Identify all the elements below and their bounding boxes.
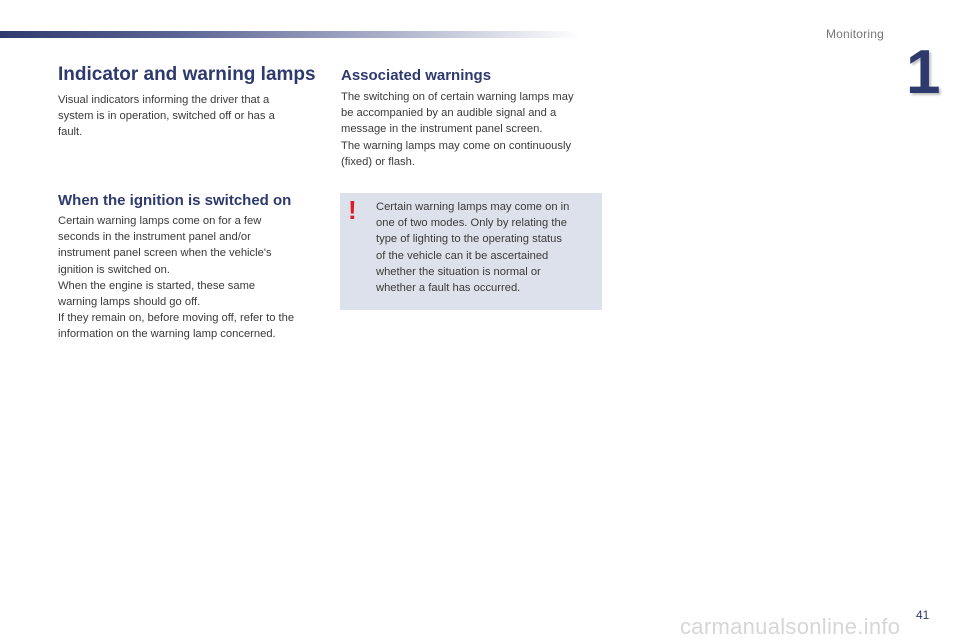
intro-paragraph xyxy=(58,92,328,141)
page-title: Indicator and warning lamps xyxy=(58,64,316,85)
associated-line: message in the instrument panel screen. xyxy=(341,123,543,136)
warning-line: whether the situation is normal or xyxy=(376,265,541,278)
section-label: Monitoring xyxy=(825,27,884,41)
ignition-line: ignition is switched on. xyxy=(58,263,170,276)
watermark: carmanualsonline.info xyxy=(680,614,901,639)
associated-line: (fixed) or flash. xyxy=(341,155,415,168)
warning-line: Certain warning lamps may come on in xyxy=(376,201,570,213)
ignition-line: warning lamps should go off. xyxy=(58,296,201,309)
ignition-heading: When the ignition is switched on xyxy=(58,192,292,209)
warning-note-box xyxy=(340,193,602,310)
intro-line: Visual indicators informing the driver that a xyxy=(58,94,270,106)
associated-warnings-heading: Associated warnings xyxy=(341,67,492,84)
ignition-line: instrument panel screen when the vehicle's xyxy=(58,247,272,260)
associated-line: The switching on of certain warning lamps may xyxy=(341,91,574,103)
chapter-number: 1 xyxy=(906,38,941,107)
ignition-line: Certain warning lamps come on for a few xyxy=(58,215,262,227)
warning-line: whether a fault has occurred. xyxy=(376,282,521,295)
exclamation-icon: ! xyxy=(348,195,357,225)
warning-line: of the vehicle can it be ascertained xyxy=(376,249,549,262)
header-gradient-bar xyxy=(0,31,580,38)
warning-line: one of two modes. Only by relating the xyxy=(376,217,567,230)
associated-line: The warning lamps may come on continuously xyxy=(341,139,572,152)
ignition-line: When the engine is started, these same xyxy=(58,279,256,292)
warning-note-text xyxy=(376,199,596,296)
ignition-paragraph xyxy=(58,213,333,343)
ignition-line: If they remain on, before moving off, refer to the xyxy=(58,312,295,325)
warning-line: type of lighting to the operating status xyxy=(376,233,562,246)
page-number: 41 xyxy=(916,608,930,622)
intro-line: fault. xyxy=(58,126,83,139)
intro-line: system is in operation, switched off or has a xyxy=(58,110,275,123)
ignition-line: information on the warning lamp concerned. xyxy=(58,328,276,341)
ignition-line: seconds in the instrument panel and/or xyxy=(58,231,251,244)
associated-line: be accompanied by an audible signal and a xyxy=(341,107,557,120)
associated-warnings-paragraph xyxy=(341,89,611,170)
